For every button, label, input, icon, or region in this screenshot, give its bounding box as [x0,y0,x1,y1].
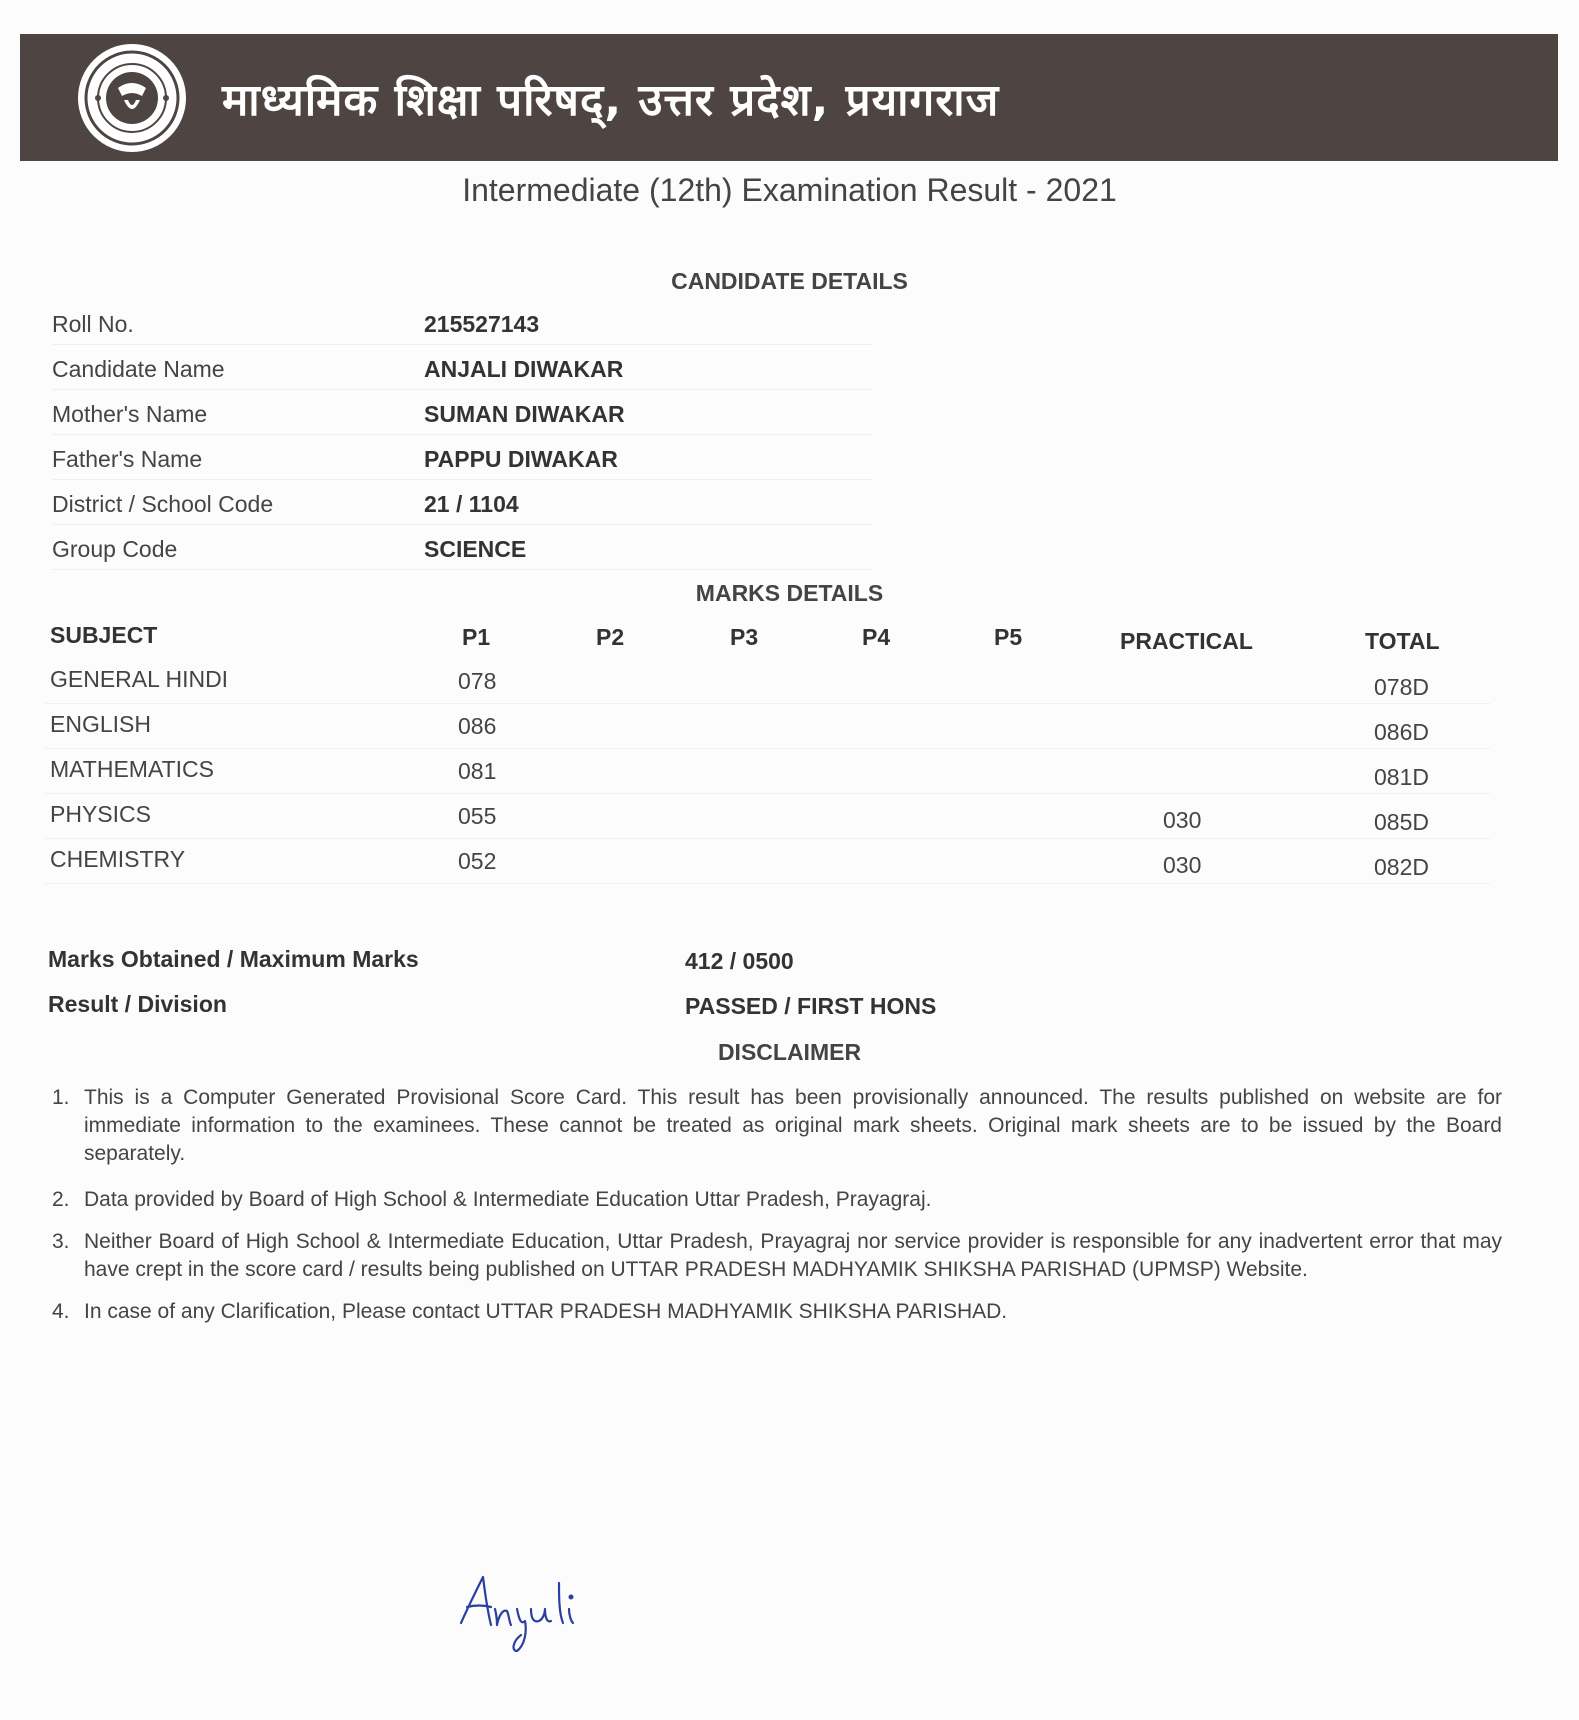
marks-header-subject: SUBJECT [50,622,158,648]
disclaimer-text: Data provided by Board of High School & Intermediate Education Uttar Pradesh, Prayagraj. [84,1188,932,1211]
candidate-row-name [52,349,872,390]
disclaimer-text: Neither Board of High School & Intermediate Education, Uttar Pradesh, Prayagraj nor service provider is responsible for any inadvertent error that may have crept in the score card / results being published on UTTAR PRADESH MADHYAMIK SHIKSHA PARISHAD (UPMSP) Website. [84,1230,1502,1281]
marks-header-p5: P5 [994,624,1023,650]
disclaimer-number: 3. [52,1230,70,1253]
up-emblem-icon [78,44,186,152]
disclaimer-number: 2. [52,1188,70,1211]
disclaimer-text: This is a Computer Generated Provisional Score Card. This result has been provisionally announced. The results published on website are for immediate information to the examinees. These cannot be treated as original mark sheets. Original mark sheets are to be issued by the Board separately. [84,1086,1502,1165]
marks-total: 081D [1374,764,1429,790]
candidate-label: Roll No. [52,310,134,337]
candidate-value: SCIENCE [424,535,527,562]
marks-header-p2: P2 [596,624,625,650]
marks-obtained-label: Marks Obtained / Maximum Marks [48,946,419,972]
disclaimer-item [52,1186,1502,1214]
result-division-label: Result / Division [48,991,227,1017]
disclaimer-item [52,1228,1502,1284]
marks-subject: CHEMISTRY [50,846,186,872]
marks-subject: PHYSICS [50,801,151,827]
disclaimer-item [52,1298,1502,1326]
exam-title: Intermediate (12th) Examination Result - 2021 [462,172,1117,208]
marks-obtained-value: 412 / 0500 [685,948,794,974]
candidate-value: ANJALI DIWAKAR [424,355,624,382]
candidate-label: District / School Code [52,490,274,517]
marks-p1: 081 [458,758,497,784]
marks-subject: MATHEMATICS [50,756,214,782]
candidate-label: Mother's Name [52,400,208,427]
candidate-row-father [52,439,872,480]
marks-header-total: TOTAL [1365,628,1440,654]
candidate-value: 215527143 [424,310,540,337]
marks-p1: 086 [458,713,497,739]
candidate-row-district-school [52,484,872,525]
candidate-label: Group Code [52,535,178,562]
marks-p1: 078 [458,668,497,694]
marks-p1: 052 [458,848,497,874]
disclaimer-number: 1. [52,1086,70,1109]
marks-practical: 030 [1163,807,1202,833]
candidate-value: SUMAN DIWAKAR [424,400,625,427]
marks-total: 082D [1374,854,1429,880]
candidate-row-group [52,529,872,570]
candidate-label: Father's Name [52,445,203,472]
marks-subject: GENERAL HINDI [50,666,229,692]
candidate-signature [455,1565,615,1660]
marks-header-p4: P4 [862,624,891,650]
candidate-row-roll-no [52,304,872,345]
candidate-details-title: CANDIDATE DETAILS [671,268,908,294]
disclaimer-number: 4. [52,1300,70,1323]
marks-header-p3: P3 [730,624,759,650]
marks-p1: 055 [458,803,497,829]
candidate-label: Candidate Name [52,355,225,382]
board-name: माध्यमिक शिक्षा परिषद्, उत्तर प्रदेश, प्रयागराज [222,74,1000,126]
marks-total: 078D [1374,674,1429,700]
header-banner [20,34,1558,161]
disclaimer-title: DISCLAIMER [717,1039,862,1065]
candidate-row-mother [52,394,872,435]
candidate-value: 21 / 1104 [424,490,519,517]
result-division-value: PASSED / FIRST HONS [685,993,937,1019]
marks-details-title: MARKS DETAILS [695,580,884,606]
marks-practical: 030 [1163,852,1202,878]
disclaimer-item [52,1084,1502,1168]
marks-total: 086D [1374,719,1429,745]
marks-header-practical: PRACTICAL [1120,628,1253,654]
candidate-value: PAPPU DIWAKAR [424,445,618,472]
marks-total: 085D [1374,809,1429,835]
marks-subject: ENGLISH [50,711,151,737]
marks-header-p1: P1 [462,624,491,650]
disclaimer-text: In case of any Clarification, Please contact UTTAR PRADESH MADHYAMIK SHIKSHA PARISHAD. [84,1300,1008,1323]
